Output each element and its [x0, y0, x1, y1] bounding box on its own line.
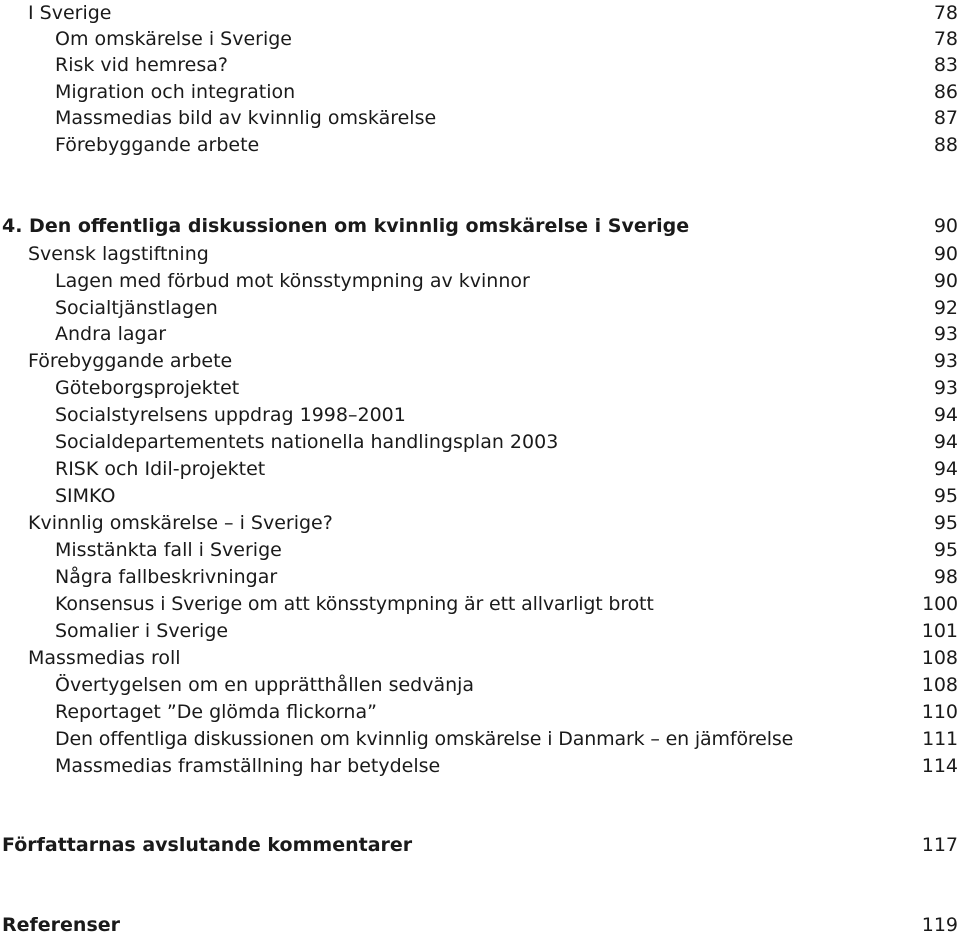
- toc-entry: [0, 699, 958, 725]
- toc-entry: [0, 132, 958, 158]
- toc-entry: [0, 348, 958, 374]
- toc-entry: [0, 26, 958, 52]
- toc-entry-title: Socialtjänstlagen: [55, 297, 218, 319]
- toc-entry-page: 98: [933, 566, 958, 588]
- toc-entry: [0, 241, 958, 267]
- toc-entry-page: 88: [933, 134, 958, 156]
- toc-entry-page: 94: [933, 431, 958, 453]
- toc-entry-title: Författarnas avslutande kommentarer: [2, 834, 413, 856]
- toc-entry-title: Förebyggande arbete: [28, 350, 233, 372]
- toc-chapter-heading: [0, 832, 958, 858]
- toc-entry-title: Socialdepartementets nationella handlingsplan 2003: [55, 431, 559, 453]
- toc-entry-page: 78: [933, 2, 958, 24]
- toc-entry-page: 119: [921, 914, 958, 936]
- toc-entry-title: Referenser: [2, 914, 121, 936]
- toc-entry: [0, 672, 958, 698]
- toc-entry: [0, 295, 958, 321]
- toc-entry-title: Misstänkta fall i Sverige: [55, 539, 282, 561]
- toc-entry-title: SIMKO: [55, 485, 116, 507]
- toc-entry-title: Somalier i Sverige: [55, 620, 229, 642]
- toc-entry-page: 90: [933, 215, 958, 237]
- toc-entry-title: Den offentliga diskussionen om kvinnlig omskärelse i Danmark – en jämförelse: [55, 728, 794, 750]
- toc-entry-title: Lagen med förbud mot könsstympning av kvinnor: [55, 270, 530, 292]
- toc-entry: [0, 618, 958, 644]
- toc-entry: [0, 456, 958, 482]
- toc-entry: [0, 753, 958, 779]
- toc-entry-page: 110: [921, 701, 958, 723]
- toc-entry-page: 93: [933, 350, 958, 372]
- toc-entry: [0, 105, 958, 131]
- toc-entry-page: 94: [933, 458, 958, 480]
- toc-entry-title: 4. Den offentliga diskussionen om kvinnlig omskärelse i Sverige: [2, 215, 690, 237]
- toc-entry-title: Om omskärelse i Sverige: [55, 28, 292, 50]
- toc-entry: [0, 79, 958, 105]
- toc-entry-page: 86: [933, 81, 958, 103]
- toc-entry-title: Massmedias bild av kvinnlig omskärelse: [55, 107, 437, 129]
- toc-entry: [0, 510, 958, 536]
- toc-entry-page: 78: [933, 28, 958, 50]
- toc-entry-title: Massmedias roll: [28, 647, 181, 669]
- toc-entry-page: 117: [921, 834, 958, 856]
- toc-entry-page: 100: [922, 593, 958, 615]
- toc-entry: [0, 375, 958, 401]
- toc-entry: [0, 564, 958, 590]
- toc-entry: [0, 268, 958, 294]
- toc-entry-page: 95: [933, 539, 958, 561]
- toc-entry: [0, 726, 958, 752]
- toc-entry-page: 111: [922, 728, 958, 750]
- toc-entry-title: Reportaget ”De glömda flickorna”: [55, 701, 377, 723]
- toc-entry-page: 92: [933, 297, 958, 319]
- toc-entry-page: 83: [933, 54, 958, 76]
- toc-entry-title: Några fallbeskrivningar: [55, 566, 278, 588]
- toc-entry-page: 93: [933, 323, 958, 345]
- toc-entry-title: Konsensus i Sverige om att könsstympning är ett allvarligt brott: [55, 593, 654, 615]
- toc-entry-title: Svensk lagstiftning: [28, 243, 209, 265]
- toc-entry: [0, 537, 958, 563]
- toc-entry: [0, 321, 958, 347]
- toc-entry-title: I Sverige: [28, 2, 112, 24]
- toc-entry-page: 90: [933, 270, 958, 292]
- toc-entry: [0, 402, 958, 428]
- toc-entry-title: Risk vid hemresa?: [55, 54, 228, 76]
- toc-entry: [0, 483, 958, 509]
- toc-entry: [0, 52, 958, 78]
- toc-chapter-heading: [0, 213, 958, 239]
- toc-entry-title: Socialstyrelsens uppdrag 1998–2001: [55, 404, 406, 426]
- toc-entry: [0, 591, 958, 617]
- toc-entry-page: 101: [921, 620, 958, 642]
- toc-entry-title: Övertygelsen om en upprätthållen sedvänja: [55, 674, 475, 696]
- toc-entry-page: 108: [921, 674, 958, 696]
- toc-chapter-heading: [0, 912, 958, 938]
- toc-entry-title: Andra lagar: [55, 323, 167, 345]
- toc-entry-title: Kvinnlig omskärelse – i Sverige?: [28, 512, 333, 534]
- toc-entry: [0, 645, 958, 671]
- toc-entry-page: 108: [921, 647, 958, 669]
- toc-entry-title: Förebyggande arbete: [55, 134, 260, 156]
- toc-entry: [0, 0, 958, 26]
- toc-entry-page: 95: [933, 485, 958, 507]
- toc-entry-title: Migration och integration: [55, 81, 296, 103]
- toc-entry-title: Massmedias framställning har betydelse: [55, 755, 441, 777]
- toc-entry-title: RISK och Idil-projektet: [55, 458, 266, 480]
- toc-entry-page: 90: [933, 243, 958, 265]
- toc-entry-title: Göteborgsprojektet: [55, 377, 240, 399]
- toc-entry-page: 94: [933, 404, 958, 426]
- toc-entry-page: 114: [921, 755, 958, 777]
- toc-entry-page: 87: [933, 107, 958, 129]
- toc-entry-page: 95: [933, 512, 958, 534]
- toc-entry-page: 93: [933, 377, 958, 399]
- toc-entry: [0, 429, 958, 455]
